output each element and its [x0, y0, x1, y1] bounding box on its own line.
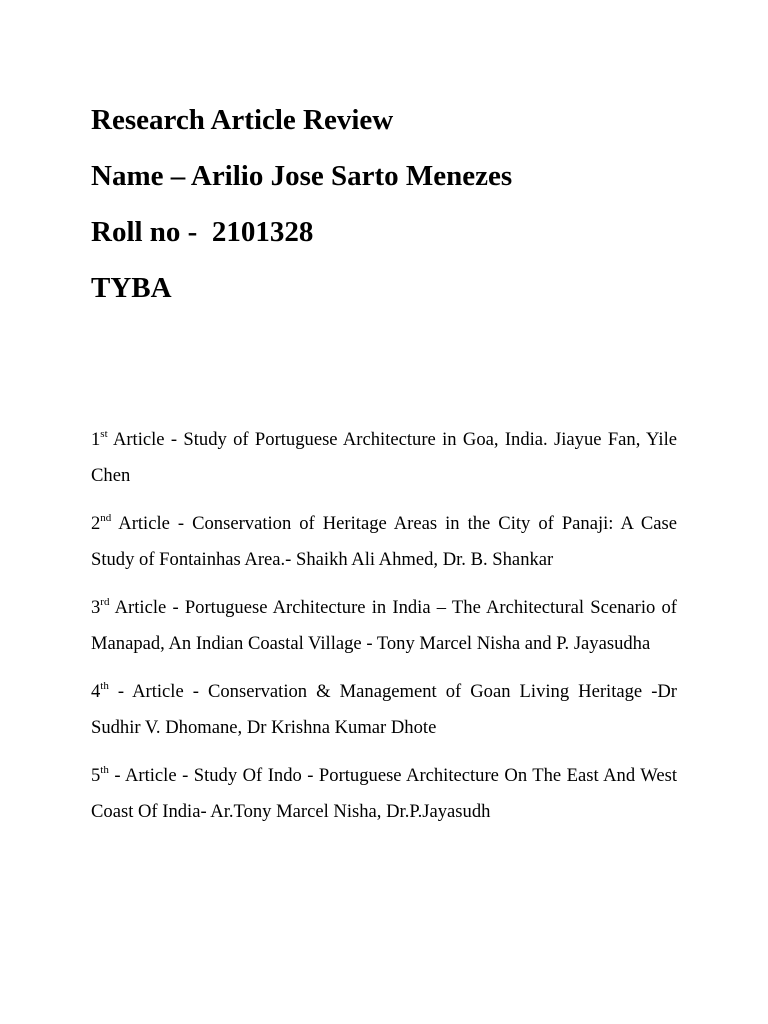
article-text: Article - Conservation of Heritage Areas in the City of Panaji: A Case Study of Fontainhas Area.- Shaikh Ali Ahmed, Dr. B. Shankar	[91, 513, 677, 570]
roll-number: Roll no - 2101328	[91, 216, 314, 248]
article-item-5	[91, 758, 677, 830]
article-text: - Article - Study Of Indo - Portuguese Architecture On The East And West Coast Of India- Ar.Tony Marcel Nisha, Dr.P.Jayasudh	[91, 765, 677, 822]
article-number: 1	[91, 429, 101, 450]
ordinal-suffix: th	[100, 679, 109, 692]
article-number: 2	[91, 513, 101, 534]
article-number: 5	[91, 765, 101, 786]
article-text: Article - Study of Portuguese Architecture in Goa, India. Jiayue Fan, Yile Chen	[91, 429, 677, 486]
article-text: Article - Portuguese Architecture in India – The Architectural Scenario of Manapad, An Indian Coastal Village - Tony Marcel Nisha and P. Jayasudha	[91, 597, 677, 654]
document-header	[91, 92, 691, 316]
article-item-4	[91, 674, 677, 746]
ordinal-suffix: th	[100, 763, 109, 776]
article-item-3	[91, 590, 677, 662]
article-list	[91, 422, 677, 842]
ordinal-suffix: nd	[100, 511, 112, 524]
article-number: 4	[91, 681, 101, 702]
article-number: 3	[91, 597, 101, 618]
article-item-1	[91, 422, 677, 494]
article-item-2	[91, 506, 677, 578]
document-title: Research Article Review	[91, 104, 394, 136]
ordinal-suffix: rd	[100, 595, 110, 608]
ordinal-suffix: st	[100, 427, 108, 440]
student-name: Name – Arilio Jose Sarto Menezes	[91, 160, 513, 192]
class-name: TYBA	[91, 272, 172, 304]
article-text: - Article - Conservation & Management of Goan Living Heritage -Dr Sudhir V. Dhomane, Dr Krishna Kumar Dhote	[91, 681, 677, 738]
